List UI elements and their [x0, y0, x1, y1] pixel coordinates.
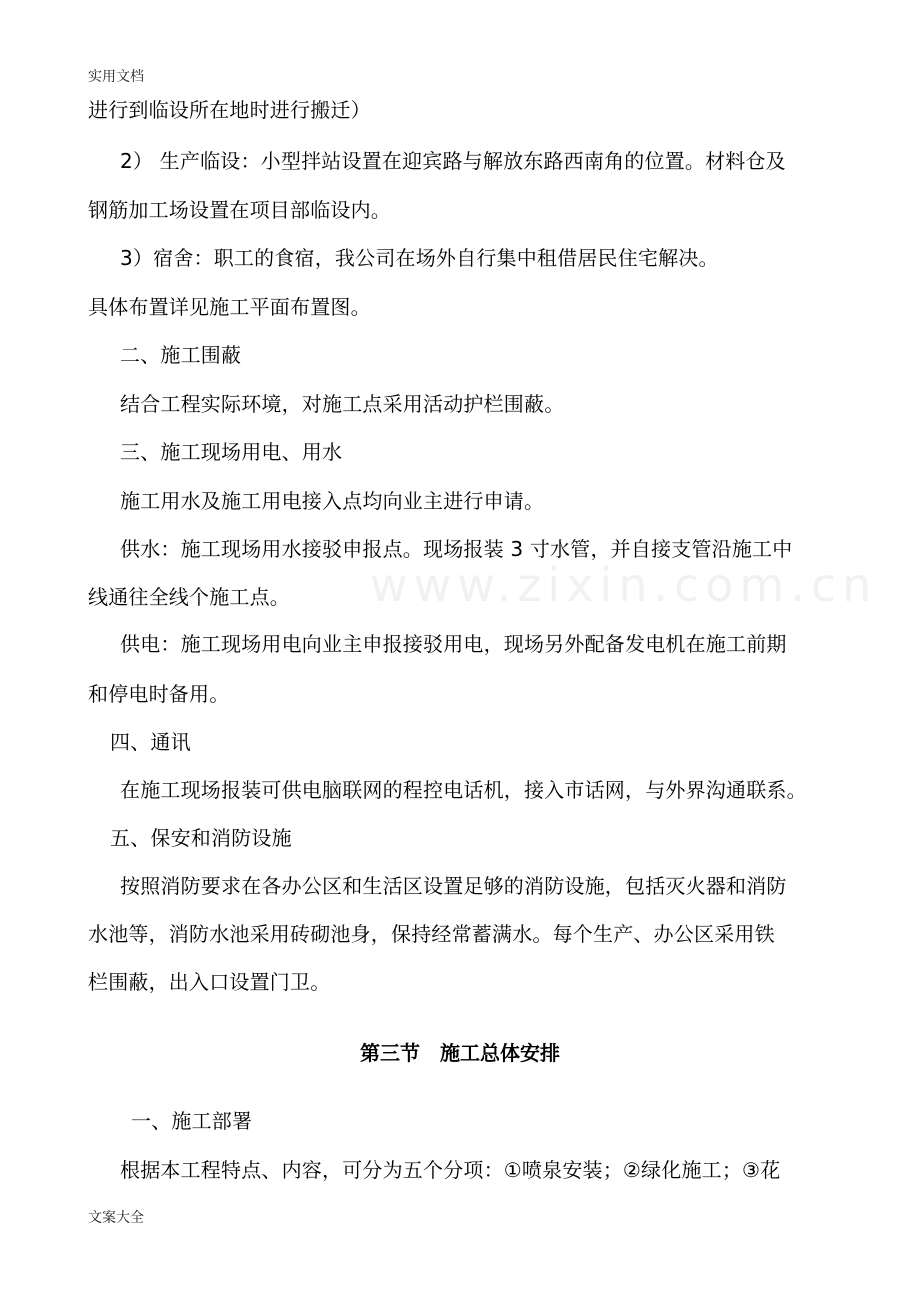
section-heading: 二、施工围蔽 — [120, 343, 242, 367]
page-footer-label: 文案大全 — [88, 1210, 144, 1226]
paragraph-line: 进行到临设所在地时进行搬迁） — [88, 98, 371, 122]
paragraph-line: 供电：施工现场用电向业主申报接驳用电，现场另外配备发电机在施工前期 — [120, 632, 787, 656]
paragraph-line: 3）宿舍：职工的食宿，我公司在场外自行集中租借居民住宅解决。 — [120, 246, 719, 270]
paragraph-line: 2） 生产临设：小型拌站设置在迎宾路与解放东路西南角的位置。材料仓及 — [120, 149, 786, 173]
paragraph-line: 水池等，消防水池采用砖砌池身，保持经常蓄满水。每个生产、办公区采用铁 — [88, 922, 775, 946]
section-heading: 一、施工部署 — [131, 1109, 253, 1133]
watermark-text: www.zixin.com.cn — [370, 558, 878, 612]
chapter-section-title: 第三节 施工总体安排 — [360, 1041, 560, 1065]
section-heading: 四、通讯 — [110, 730, 191, 754]
section-heading: 三、施工现场用电、用水 — [120, 440, 343, 464]
paragraph-line: 具体布置详见施工平面布置图。 — [88, 295, 371, 319]
paragraph-line: 钢筋加工场设置在项目部临设内。 — [88, 198, 391, 222]
section-heading: 五、保安和消防设施 — [110, 826, 292, 850]
page-header-label: 实用文档 — [88, 69, 144, 85]
paragraph-line: 按照消防要求在各办公区和生活区设置足够的消防设施，包括灭火器和消防 — [120, 874, 787, 898]
paragraph-line: 根据本工程特点、内容，可分为五个分项：①喷泉安装；②绿化施工；③花 — [120, 1158, 781, 1182]
paragraph-line: 结合工程实际环境，对施工点采用活动护栏围蔽。 — [120, 392, 565, 416]
paragraph-line: 供水：施工现场用水接驳申报点。现场报装 3 寸水管，并自接支管沿施工中 — [120, 537, 793, 561]
paragraph-line: 在施工现场报装可供电脑联网的程控电话机，接入市话网，与外界沟通联系。 — [120, 778, 807, 802]
paragraph-line: 线通往全线个施工点。 — [88, 585, 290, 609]
paragraph-line: 栏围蔽，出入口设置门卫。 — [88, 970, 331, 994]
paragraph-line: 和停电时备用。 — [88, 682, 230, 706]
paragraph-line: 施工用水及施工用电接入点均向业主进行申请。 — [120, 489, 545, 513]
